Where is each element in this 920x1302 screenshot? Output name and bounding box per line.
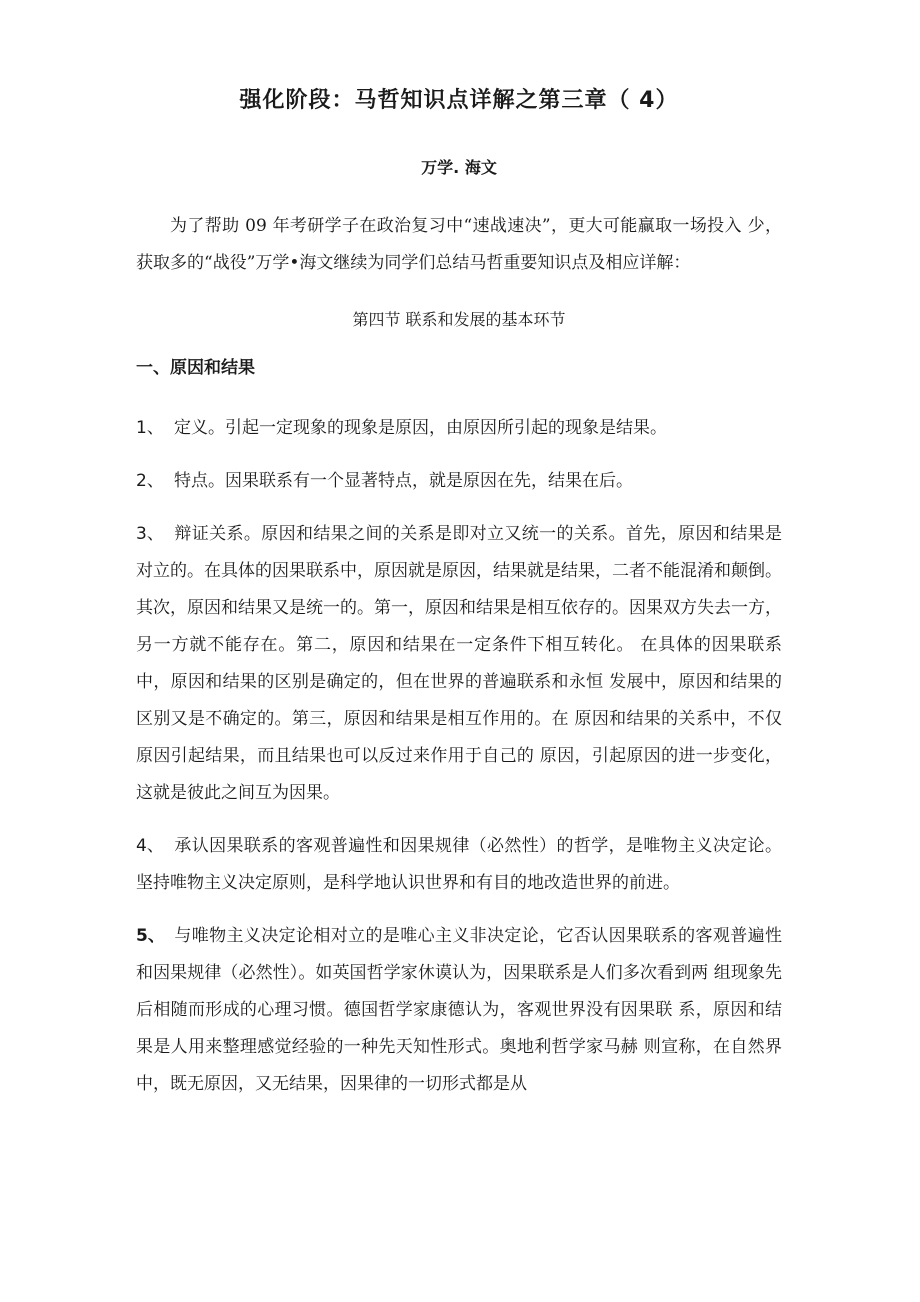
list-item-number: 5、 bbox=[136, 926, 165, 946]
section-title: 第四节 联系和发展的基本环节 bbox=[352, 310, 566, 329]
list-item-1 bbox=[136, 410, 782, 447]
document-title: 强化阶段：马哲知识点详解之第三章（ 4） bbox=[239, 88, 679, 113]
list-item-3 bbox=[136, 516, 782, 812]
list-item-number: 2、 bbox=[136, 471, 164, 491]
list-item-number: 4、 bbox=[136, 836, 164, 856]
list-item-text: 特点。因果联系有一个显著特点，就是原因在先，结果在后。 bbox=[174, 471, 633, 491]
list-item-text: 定义。引起一定现象的现象是原因，由原因所引起的现象是结果。 bbox=[174, 418, 667, 438]
list-item-text: 承认因果联系的客观普遍性和因果规律（必然性）的哲学，是唯物主义决定论。 坚持唯物主义决定原则，是科学地认识世界和有目的地改造世界的前进。 bbox=[136, 836, 782, 893]
intro-paragraph: 为了帮助 09 年考研学子在政治复习中“速战速决”，更大可能赢取一场投入 少，获取多的“战役”万学•海文继续为同学们总结马哲重要知识点及相应详解： bbox=[136, 216, 782, 273]
list-item-number: 1、 bbox=[136, 418, 164, 438]
subsection-heading: 一、原因和结果 bbox=[136, 358, 255, 378]
list-item-text: 与唯物主义决定论相对立的是唯心主义非决定论，它否认因果联系的客观普遍性和因果规律（必然性）。如英国哲学家休谟认为，因果联系是人们多次看到两 组现象先后相随而形成的心理习惯。德国哲学家康德认为，客观世界没有因果联 系，原因和结果是人用来整理感觉经验的一种先天知性形式。奥地利哲学家马赫 则宣称，在自然界中，既无原因，又无结果，因果律的一切形式都是从 bbox=[136, 926, 782, 1094]
list-item-5 bbox=[136, 918, 782, 1103]
author-line: 万学. 海文 bbox=[421, 158, 497, 177]
list-item-2 bbox=[136, 463, 782, 500]
list-item-4 bbox=[136, 828, 782, 902]
list-item-text: 辩证关系。原因和结果之间的关系是即对立又统一的关系。首先，原因和结果是对立的。在具体的因果联系中，原因就是原因，结果就是结果，二者不能混淆和颠倒。其次，原因和结果又是统一的。第一，原因和结果是相互依存的。因果双方失去一方，另一方就不能存在。第二，原因和结果在一定条件下相互转化。 在具体的因果联系中，原因和结果的区别是确定的，但在世界的普遍联系和永恒 发展中，原因和结果的区别又是不确定的。第三，原因和结果是相互作用的。在 原因和结果的关系中，不仅原因引起结果，而且结果也可以反过来作用于自己的 原因，引起原因的进一步变化，这就是彼此之间互为因果。 bbox=[136, 524, 782, 803]
list-item-number: 3、 bbox=[136, 524, 164, 544]
